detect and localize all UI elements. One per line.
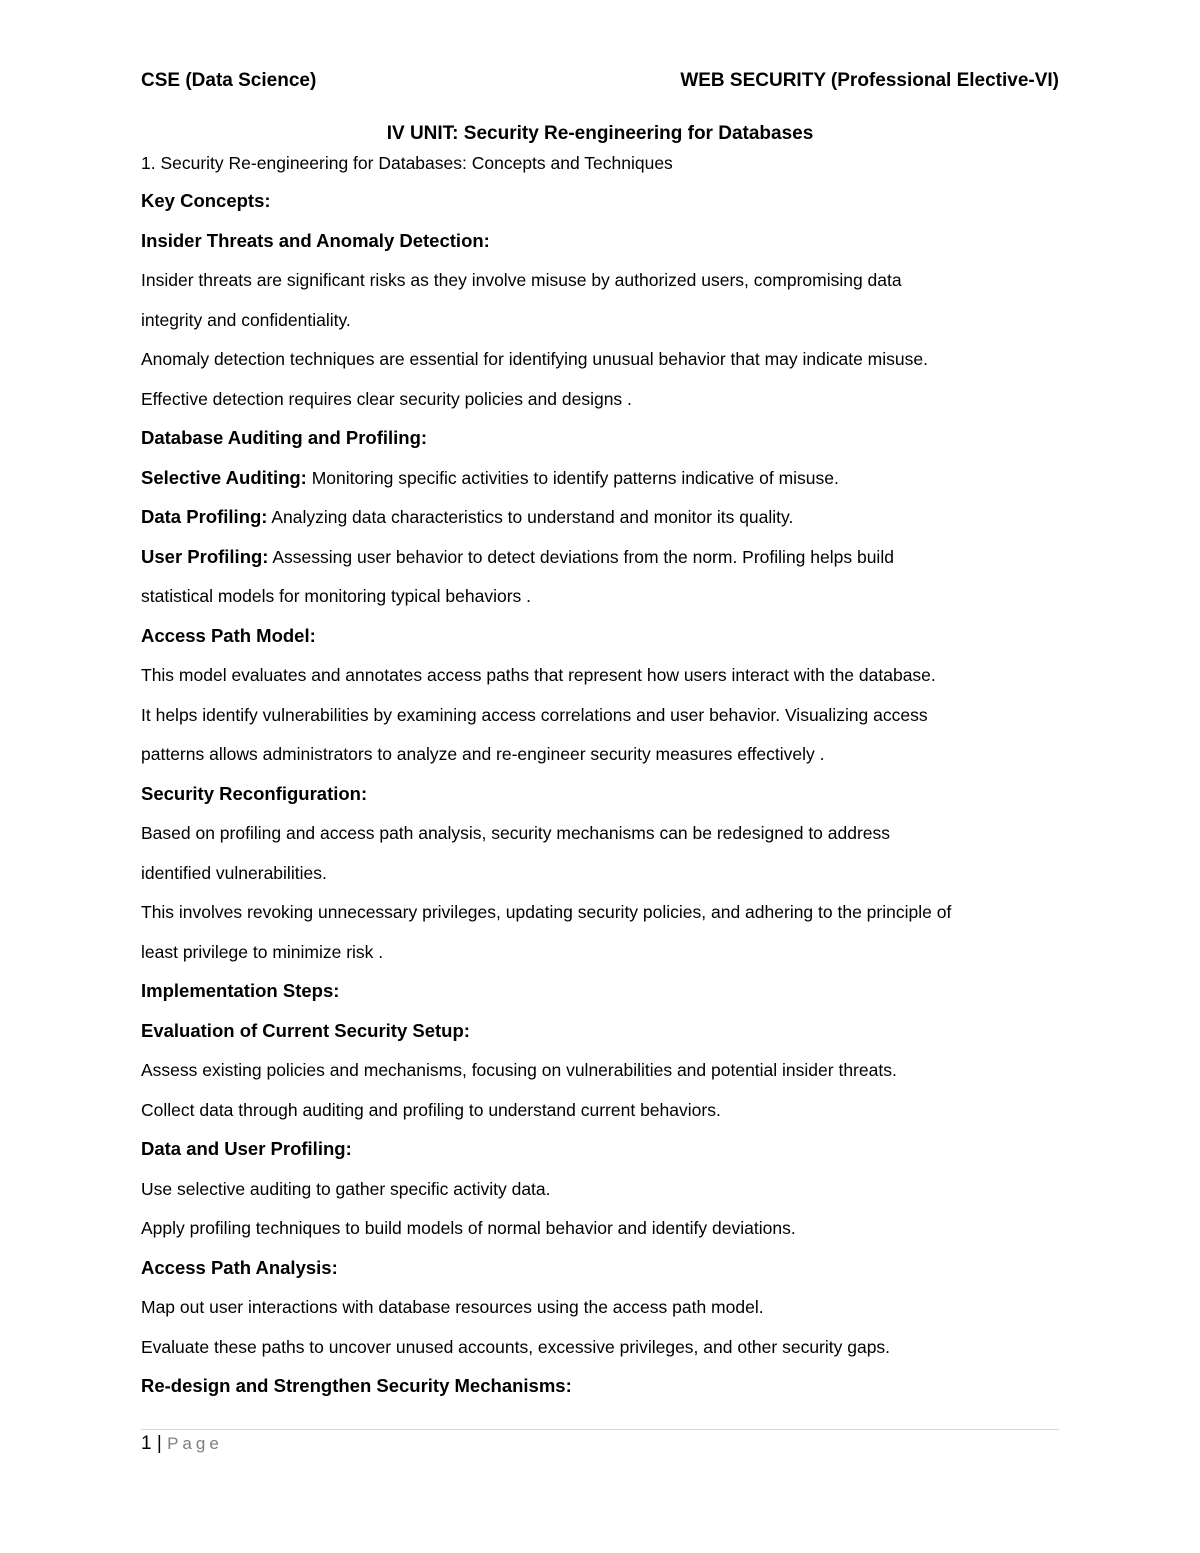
paragraph-line: Use selective auditing to gather specific activity data. [141, 1178, 551, 1199]
heading-implementation-steps: Implementation Steps: [141, 980, 340, 1001]
page-number: 1 [141, 1433, 152, 1454]
heading-evaluation: Evaluation of Current Security Setup: [141, 1019, 470, 1041]
document-body [141, 152, 1071, 1415]
heading-insider-threats: Insider Threats and Anomaly Detection: [141, 229, 490, 251]
paragraph-line: patterns allows administrators to analyze and re-engineer security measures effectively . [141, 744, 825, 764]
term-text: Assessing user behavior to detect deviations from the norm. Profiling helps build [268, 546, 894, 567]
term-label: User Profiling: [141, 545, 269, 567]
paragraph-line: integrity and confidentiality. [141, 309, 351, 330]
paragraph-line: It helps identify vulnerabilities by examining access correlations and user behavior. Visualizing access [141, 704, 928, 725]
paragraph-line: Insider threats are significant risks as they involve misuse by authorized users, compromising data [141, 270, 902, 290]
footer-separator: | [156, 1433, 162, 1454]
page-footer [141, 1433, 223, 1455]
heading-key-concepts: Key Concepts: [141, 190, 271, 211]
section-subtitle: 1. Security Re-engineering for Databases: Concepts and Techniques [141, 153, 673, 173]
footer-divider [141, 1429, 1059, 1430]
definition-user-profiling [141, 546, 1071, 586]
paragraph-line: Collect data through auditing and profiling to understand current behaviors. [141, 1099, 721, 1120]
paragraph-line: identified vulnerabilities. [141, 862, 327, 883]
page-label: Page [167, 1434, 223, 1453]
paragraph-line: statistical models for monitoring typical behaviors . [141, 586, 532, 606]
paragraph-line: This model evaluates and annotates access paths that represent how users interact with the database. [141, 665, 936, 685]
heading-data-user-profiling: Data and User Profiling: [141, 1138, 352, 1159]
header-subject: WEB SECURITY (Professional Elective-VI) [680, 70, 1059, 91]
paragraph-line: least privilege to minimize risk . [141, 941, 384, 962]
definition-selective-auditing [141, 467, 1071, 507]
paragraph-line: Assess existing policies and mechanisms, focusing on vulnerabilities and potential insider threats. [141, 1060, 897, 1080]
paragraph-line: Based on profiling and access path analysis, security mechanisms can be redesigned to address [141, 823, 891, 843]
heading-access-path-analysis: Access Path Analysis: [141, 1256, 338, 1278]
unit-title: IV UNIT: Security Re-engineering for Databases [386, 123, 814, 144]
heading-access-path-model: Access Path Model: [141, 624, 316, 646]
heading-auditing-profiling: Database Auditing and Profiling: [141, 427, 428, 448]
heading-redesign: Re-design and Strengthen Security Mechanisms: [141, 1375, 572, 1396]
paragraph-line: Apply profiling techniques to build models of normal behavior and identify deviations. [141, 1218, 796, 1238]
definition-data-profiling [141, 506, 1071, 546]
paragraph-line: Anomaly detection techniques are essential for identifying unusual behavior that may indicate misuse. [141, 349, 928, 369]
paragraph-line: Evaluate these paths to uncover unused accounts, excessive privileges, and other security gaps. [141, 1336, 891, 1357]
term-label: Data Profiling: [141, 506, 268, 527]
header-course: CSE (Data Science) [141, 70, 317, 91]
paragraph-line: Effective detection requires clear security policies and designs . [141, 388, 632, 409]
term-text: Analyzing data characteristics to understand and monitor its quality. [267, 507, 794, 527]
paragraph-line: This involves revoking unnecessary privileges, updating security policies, and adhering to the principle of [141, 902, 952, 922]
term-label: Selective Auditing: [141, 466, 307, 488]
heading-security-reconfiguration: Security Reconfiguration: [141, 782, 368, 804]
paragraph-line: Map out user interactions with database resources using the access path model. [141, 1297, 764, 1317]
term-text: Monitoring specific activities to identify patterns indicative of misuse. [306, 467, 839, 488]
